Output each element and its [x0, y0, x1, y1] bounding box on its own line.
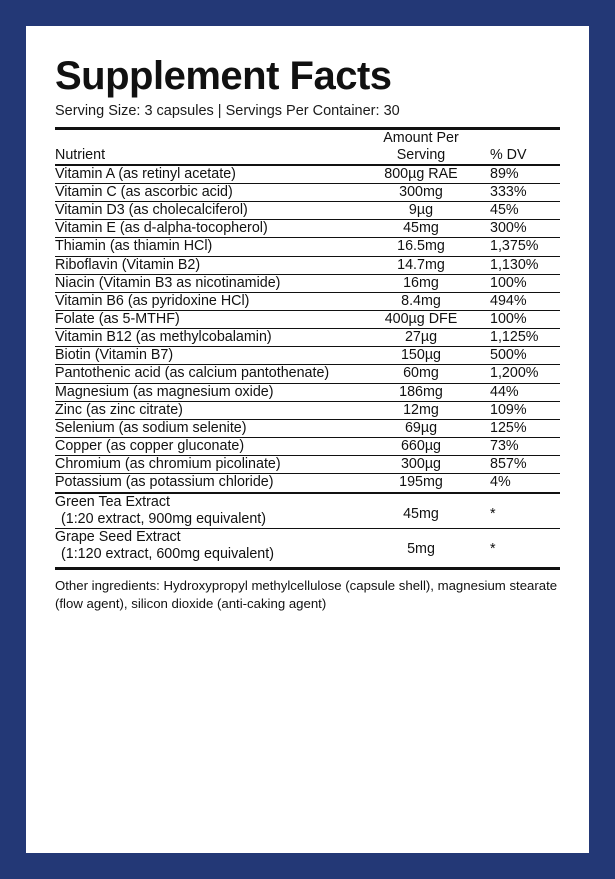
table-row: [55, 202, 560, 220]
nutrient-amount: 12mg: [360, 401, 482, 419]
nutrient-amount: 9µg: [360, 202, 482, 220]
nutrient-amount: 45mg: [360, 220, 482, 238]
blend-name: [55, 494, 360, 529]
table-row: [55, 310, 560, 328]
column-header-nutrient: Nutrient: [55, 146, 106, 163]
nutrient-dv: 300%: [482, 220, 560, 238]
nutrient-dv: 494%: [482, 292, 560, 310]
nutrient-name: Biotin (Vitamin B7): [55, 347, 360, 365]
page-title: Supplement Facts: [55, 54, 392, 98]
table-row: [55, 438, 560, 456]
nutrient-dv: 857%: [482, 456, 560, 474]
table-row: [55, 292, 560, 310]
blend-rows: [55, 494, 560, 564]
nutrient-name: Vitamin C (as ascorbic acid): [55, 183, 360, 201]
table-row: [55, 401, 560, 419]
blend-name-line1: Grape Seed Extract: [55, 528, 181, 545]
table-row: [55, 494, 560, 529]
column-header-amount-line2: Serving: [396, 146, 446, 163]
nutrient-amount: 69µg: [360, 419, 482, 437]
table-row: [55, 456, 560, 474]
nutrient-name: Vitamin B6 (as pyridoxine HCl): [55, 292, 360, 310]
nutrient-name: Vitamin D3 (as cholecalciferol): [55, 202, 360, 220]
table-row: [55, 347, 560, 365]
nutrient-amount: 195mg: [360, 474, 482, 492]
nutrient-name: Selenium (as sodium selenite): [55, 419, 360, 437]
border-left: [0, 0, 26, 879]
nutrient-amount: 8.4mg: [360, 292, 482, 310]
nutrient-amount: 16mg: [360, 274, 482, 292]
nutrient-dv: 100%: [482, 310, 560, 328]
blend-amount: 5mg: [360, 528, 482, 563]
table-row: [55, 166, 560, 184]
column-header-dv: % DV: [490, 146, 527, 163]
nutrient-name: Vitamin A (as retinyl acetate): [55, 165, 236, 182]
nutrient-amount: 186mg: [360, 383, 482, 401]
blend-dv: *: [490, 505, 496, 522]
nutrient-rows: [55, 166, 560, 492]
nutrient-amount: 60mg: [360, 365, 482, 383]
blend-name-line1: Green Tea Extract: [55, 493, 170, 510]
nutrient-name: Potassium (as potassium chloride): [55, 474, 360, 492]
nutrient-name: Thiamin (as thiamin HCl): [55, 238, 360, 256]
nutrient-name: Niacin (Vitamin B3 as nicotinamide): [55, 274, 360, 292]
table-row: [55, 474, 560, 492]
divider-bottom: [55, 567, 560, 570]
nutrient-name: Folate (as 5-MTHF): [55, 310, 360, 328]
table-row: [55, 220, 560, 238]
nutrient-name: Magnesium (as magnesium oxide): [55, 383, 360, 401]
table-row: [55, 329, 560, 347]
nutrient-dv: 1,130%: [482, 256, 560, 274]
nutrient-dv: 333%: [482, 183, 560, 201]
blend-name-line2: (1:120 extract, 600mg equivalent): [61, 546, 274, 562]
nutrient-dv: 1,125%: [482, 329, 560, 347]
blend-name: [55, 528, 360, 563]
column-header-amount-line1: Amount Per: [383, 130, 459, 146]
table-row: [55, 183, 560, 201]
table-header-row: [55, 130, 560, 164]
nutrient-name: Pantothenic acid (as calcium pantothenate): [55, 365, 360, 383]
nutrient-amount: 150µg: [360, 347, 482, 365]
nutrient-dv: 4%: [482, 474, 560, 492]
nutrient-amount: 14.7mg: [360, 256, 482, 274]
other-ingredients-label: Other ingredients:: [55, 578, 160, 594]
table-row: [55, 274, 560, 292]
label-panel: [33, 33, 582, 846]
serving-info: Serving Size: 3 capsules | Servings Per Container: 30: [55, 103, 400, 119]
nutrient-dv: 125%: [482, 419, 560, 437]
nutrient-dv: 45%: [482, 202, 560, 220]
column-header-amount: [360, 130, 482, 164]
nutrient-name: Vitamin B12 (as methylcobalamin): [55, 329, 360, 347]
other-ingredients-text: Hydroxypropyl methylcellulose (capsule shell), magnesium stearate (flow agent), silicon dioxide (anti-caking agent): [55, 578, 558, 611]
table-row: [55, 365, 560, 383]
nutrient-amount: 400µg DFE: [360, 310, 482, 328]
nutrient-table: [55, 130, 560, 164]
nutrient-amount: 300µg: [360, 456, 482, 474]
nutrient-amount: 800µg RAE: [384, 165, 458, 182]
table-row: [55, 419, 560, 437]
nutrient-dv: 109%: [482, 401, 560, 419]
blend-dv: *: [482, 528, 560, 563]
nutrient-dv: 73%: [482, 438, 560, 456]
nutrient-dv: 89%: [490, 165, 519, 182]
nutrient-amount: 660µg: [360, 438, 482, 456]
nutrient-name: Riboflavin (Vitamin B2): [55, 256, 360, 274]
nutrient-name: Copper (as copper gluconate): [55, 438, 360, 456]
other-ingredients: [55, 577, 560, 613]
blend-name-line2: (1:20 extract, 900mg equivalent): [61, 510, 267, 527]
nutrient-name: Vitamin E (as d-alpha-tocopherol): [55, 220, 360, 238]
table-row: [55, 383, 560, 401]
table-row: [55, 256, 560, 274]
border-top: [0, 0, 615, 26]
nutrient-dv: 44%: [482, 383, 560, 401]
table-row: [55, 528, 560, 563]
nutrient-dv: 500%: [482, 347, 560, 365]
table-row: [55, 238, 560, 256]
nutrient-amount: 27µg: [360, 329, 482, 347]
nutrient-name: Zinc (as zinc citrate): [55, 401, 360, 419]
border-bottom: [0, 853, 615, 879]
nutrient-amount: 16.5mg: [360, 238, 482, 256]
nutrient-dv: 100%: [482, 274, 560, 292]
blend-amount: 45mg: [403, 505, 439, 522]
nutrient-amount: 300mg: [360, 183, 482, 201]
border-right: [589, 0, 615, 879]
nutrient-dv: 1,200%: [482, 365, 560, 383]
nutrient-name: Chromium (as chromium picolinate): [55, 456, 360, 474]
nutrient-dv: 1,375%: [482, 238, 560, 256]
